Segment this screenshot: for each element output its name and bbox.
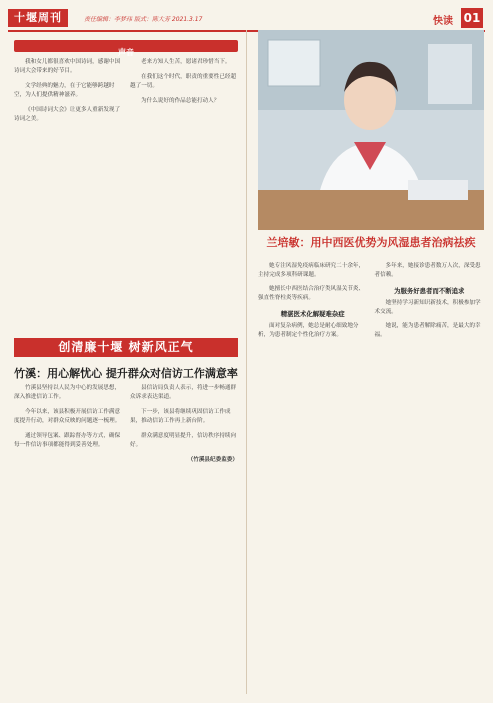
article-title: 竹溪：用心解忧心 提升群众对信访工作满意率 (14, 367, 238, 380)
article-body (14, 384, 238, 694)
article-column-left (14, 384, 122, 694)
feature-paragraph: 她专注风湿免疫病临床研究二十余年，主持完成多项科研课题。 (258, 263, 365, 278)
page-header (8, 8, 485, 32)
feature-headline: 兰培敏：用中西医优势为风湿患者治病祛疾 (266, 236, 476, 249)
article-paragraph: 通过领导包案、跟踪督办等方式，确保每一件信访事项都能得到妥善处理。 (14, 433, 121, 448)
masthead: 十堰周刊 (8, 9, 68, 27)
article-paragraph: 县信访局负责人表示，将进一步畅通群众诉求表达渠道。 (130, 385, 237, 400)
feature-paragraph: 多年来，她接诊患者数万人次，深受患者信赖。 (374, 263, 481, 278)
article-paragraph: 今年以来，该县积极开展信访工作满意度提升行动，对群众反映的问题逐一梳理。 (14, 409, 121, 424)
voice-band (14, 40, 238, 57)
voice-paragraph: 老来方知人生苦，愿诸君珍惜当下。 (141, 59, 231, 65)
feature-column-1 (258, 262, 368, 694)
voice-column-right (130, 58, 238, 130)
article-column-right (130, 384, 238, 694)
feature-paragraph: 她擅长中西医结合治疗类风湿关节炎、强直性脊柱炎等疾病。 (258, 286, 365, 301)
voice-section (14, 40, 238, 330)
editor: 责任编辑：李梦玮 (84, 16, 133, 23)
voice-paragraph: 文学经典的魅力，在于它能够跨越时空，为人们提供精神滋养。 (14, 83, 115, 98)
section-banner: 创清廉十堰 树新风正气 (14, 338, 238, 357)
editor-credit (84, 14, 202, 23)
column-divider (246, 30, 247, 694)
portrait-illustration (258, 30, 484, 230)
feature-paragraph: 面对复杂病例，她总是耐心细致地分析，为患者制定个性化治疗方案。 (258, 323, 359, 338)
voice-paragraph: 在我们这个时代，职责的重要性已经超越了一切。 (130, 74, 237, 89)
voice-paragraph: 我和女儿都很喜欢中国诗词，感谢中国诗词大会带来的好节目。 (14, 59, 121, 74)
issue-date: 2021.3.17 (171, 16, 203, 23)
feature-column-2 (375, 262, 485, 694)
feature-paragraph: 她坚持学习新知识新技术，积极参加学术交流。 (374, 300, 481, 315)
feature-paragraph: 她说，能为患者解除痛苦，是最大的幸福。 (374, 323, 481, 338)
portrait-photo (258, 30, 484, 230)
voice-paragraph: 为什么说好的作品总能打动人？ (141, 98, 220, 104)
feature-subhead: 精湛医术化解疑难杂症 (280, 310, 345, 318)
page-number: 01 (461, 8, 483, 28)
designer: 版式：陈大芳 (133, 16, 170, 23)
voice-paragraph: 《中国诗词大会》让更多人重新发现了诗词之美。 (14, 107, 121, 122)
voice-label: 声音 (118, 48, 134, 57)
voice-column-left (14, 58, 122, 130)
article-source: （竹溪县纪委监委） (187, 457, 238, 463)
article-paragraph: 下一步，该县将继续巩固信访工作成果，推动信访工作再上新台阶。 (130, 409, 231, 424)
section-label: 快读 (433, 16, 453, 27)
article-paragraph: 竹溪县坚持以人民为中心的发展思想，深入推进信访工作。 (14, 385, 121, 400)
article-paragraph: 群众满意度明显提升，信访秩序持续向好。 (130, 433, 237, 448)
feature-subhead: 为服务好患者而不断追求 (394, 287, 465, 295)
feature-body (258, 262, 484, 694)
